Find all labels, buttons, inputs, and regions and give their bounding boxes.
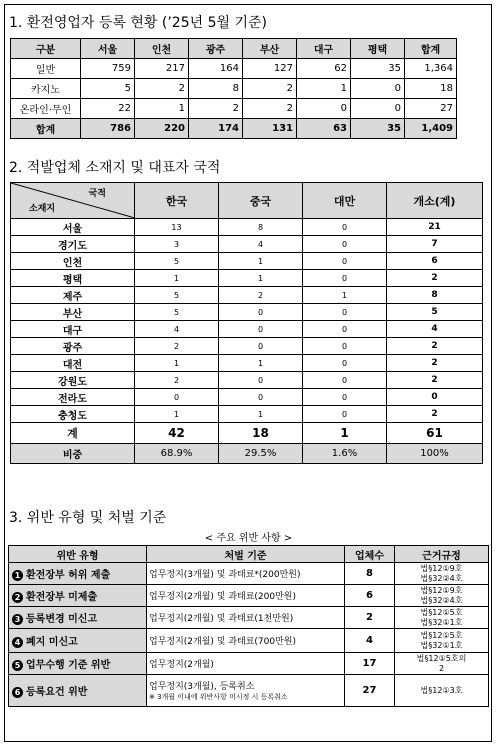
legal-basis-line: 법§12①5호 — [420, 630, 463, 640]
row-label: 카지노 — [11, 79, 81, 99]
penalty-cell — [147, 607, 345, 629]
header-cell: 광주 — [189, 39, 243, 59]
violator-location-table — [10, 182, 483, 464]
table-row — [9, 653, 489, 675]
legal-basis — [395, 563, 489, 585]
row-label: 비중 — [11, 444, 135, 464]
company-count: 4 — [345, 629, 395, 653]
header-cell: 개소(계) — [387, 183, 483, 219]
penalty-cell — [147, 653, 345, 675]
header-cell: 서울 — [81, 39, 135, 59]
table-cell: 5 — [81, 79, 135, 99]
legal-basis — [395, 675, 489, 707]
number-badge: 6 — [12, 687, 23, 698]
legal-basis-line: 법§32②4호 — [420, 595, 463, 605]
legal-basis-line: 법§12①5호의 — [416, 653, 467, 663]
table-cell: 0 — [303, 270, 387, 287]
company-count: 8 — [345, 563, 395, 585]
corner-header — [11, 183, 135, 219]
violation-type-label: 폐지 미신고 — [26, 637, 78, 648]
table-cell: 4 — [135, 321, 219, 338]
table-row — [11, 406, 483, 423]
legal-basis-line: 법§32②4호 — [420, 573, 463, 583]
table-cell: 2 — [135, 79, 189, 99]
company-count: 2 — [345, 607, 395, 629]
registration-table — [10, 38, 457, 139]
section1-title: 1. 환전영업자 등록 현황 (’25년 5월 기준) — [9, 15, 267, 31]
penalty-cell — [147, 563, 345, 585]
row-label: 서울 — [11, 219, 135, 236]
table-cell: 0 — [303, 236, 387, 253]
table-cell: 5 — [135, 253, 219, 270]
penalty-text: 업무정지(3개월) 및 과태료*(200만원) — [149, 570, 301, 580]
table-cell: 2 — [387, 355, 483, 372]
table-row — [9, 629, 489, 653]
violation-type — [9, 563, 147, 585]
violation-type-label: 등록요건 위반 — [26, 687, 88, 698]
table-row — [9, 585, 489, 607]
header-cell: 대구 — [297, 39, 351, 59]
table-cell: 0 — [351, 79, 405, 99]
header-cell: 평택 — [351, 39, 405, 59]
row-label: 대전 — [11, 355, 135, 372]
table-row — [11, 372, 483, 389]
table-cell: 2 — [387, 406, 483, 423]
table-cell: 1,409 — [405, 119, 457, 139]
table-cell: 6 — [387, 253, 483, 270]
table-cell: 0 — [303, 406, 387, 423]
table-cell: 0 — [303, 338, 387, 355]
violation-table — [8, 545, 489, 707]
table-cell: 0 — [303, 219, 387, 236]
total-row — [11, 119, 457, 139]
table-caption: < 주요 위반 사항 > — [204, 533, 293, 544]
table-cell: 2 — [387, 270, 483, 287]
table-cell: 1 — [135, 270, 219, 287]
table-header-row — [11, 183, 483, 219]
table-cell: 8 — [189, 79, 243, 99]
row-label: 합계 — [11, 119, 81, 139]
penalty-text: 업무정지(2개월) 및 과태료(200만원) — [149, 592, 296, 602]
table-row — [11, 236, 483, 253]
legal-basis-line: 2 — [438, 663, 445, 673]
row-label: 광주 — [11, 338, 135, 355]
legal-basis-line: 법§32①1호 — [420, 640, 463, 650]
row-label: 일반 — [11, 59, 81, 79]
table-cell: 0 — [219, 304, 303, 321]
table-row — [11, 355, 483, 372]
penalty-text: 업무정지(3개월), 등록취소 — [149, 682, 255, 692]
table-cell: 2 — [219, 287, 303, 304]
table-cell: 27 — [405, 99, 457, 119]
table-cell: 18 — [219, 423, 303, 444]
legal-basis-line: 법§12①3호 — [420, 685, 463, 695]
table-cell: 1 — [135, 406, 219, 423]
penalty-text: 업무정지(2개월) — [149, 660, 214, 670]
table-cell: 68.9% — [135, 444, 219, 464]
header-cell: 처벌 기준 — [147, 546, 345, 563]
table-cell: 786 — [81, 119, 135, 139]
header-cell: 중국 — [219, 183, 303, 219]
table-cell: 0 — [351, 99, 405, 119]
table-row — [11, 304, 483, 321]
header-cell: 대만 — [303, 183, 387, 219]
header-cell: 인천 — [135, 39, 189, 59]
table-cell: 1 — [303, 423, 387, 444]
row-label: 인천 — [11, 253, 135, 270]
table-header-row — [9, 546, 489, 563]
table-row — [11, 389, 483, 406]
table-cell: 759 — [81, 59, 135, 79]
violation-type — [9, 653, 147, 675]
company-count: 27 — [345, 675, 395, 707]
table-cell: 1.6% — [303, 444, 387, 464]
row-label: 전라도 — [11, 389, 135, 406]
table-cell: 2 — [243, 99, 297, 119]
table-cell: 4 — [387, 321, 483, 338]
header-cell: 한국 — [135, 183, 219, 219]
table-row — [11, 99, 457, 119]
table-cell: 1 — [135, 99, 189, 119]
number-badge: 5 — [12, 660, 23, 671]
table-cell: 62 — [297, 59, 351, 79]
table-cell: 0 — [219, 321, 303, 338]
table-cell: 2 — [189, 99, 243, 119]
header-cell: 근거규정 — [395, 546, 489, 563]
table-cell: 7 — [387, 236, 483, 253]
section3-title: 3. 위반 유형 및 처벌 기준 — [9, 510, 167, 526]
table-cell: 0 — [387, 389, 483, 406]
table-cell: 127 — [243, 59, 297, 79]
table-cell: 61 — [387, 423, 483, 444]
table-cell: 0 — [135, 389, 219, 406]
table-cell: 29.5% — [219, 444, 303, 464]
legal-basis — [395, 653, 489, 675]
header-cell: 합계 — [405, 39, 457, 59]
table-cell: 18 — [405, 79, 457, 99]
table-cell: 35 — [351, 119, 405, 139]
corner-bottom-label: 소재지 — [29, 204, 56, 214]
ratio-row — [11, 444, 483, 464]
table-cell: 0 — [303, 321, 387, 338]
table-row — [9, 675, 489, 707]
table-cell: 2 — [243, 79, 297, 99]
table-cell: 1 — [219, 253, 303, 270]
table-cell: 0 — [303, 304, 387, 321]
table-row — [11, 219, 483, 236]
table-row — [11, 253, 483, 270]
table-cell: 1 — [135, 355, 219, 372]
table-cell: 42 — [135, 423, 219, 444]
table-cell: 1,364 — [405, 59, 457, 79]
legal-basis — [395, 585, 489, 607]
table-row — [11, 59, 457, 79]
row-label: 경기도 — [11, 236, 135, 253]
violation-type-label: 업무수행 기준 위반 — [26, 660, 111, 671]
table-cell: 217 — [135, 59, 189, 79]
company-count: 17 — [345, 653, 395, 675]
table-cell: 174 — [189, 119, 243, 139]
row-label: 부산 — [11, 304, 135, 321]
number-badge: 1 — [12, 570, 23, 581]
legal-basis — [395, 607, 489, 629]
row-label: 온라인·무인 — [11, 99, 81, 119]
penalty-cell — [147, 675, 345, 707]
table-cell: 1 — [219, 406, 303, 423]
header-cell: 부산 — [243, 39, 297, 59]
table-cell: 1 — [303, 287, 387, 304]
table-cell: 100% — [387, 444, 483, 464]
violation-type — [9, 607, 147, 629]
violation-type — [9, 629, 147, 653]
row-label: 대구 — [11, 321, 135, 338]
table-row — [11, 321, 483, 338]
table-cell: 164 — [189, 59, 243, 79]
penalty-text: 업무정지(2개월) 및 과태료(1천만원) — [149, 614, 294, 624]
table-cell: 131 — [243, 119, 297, 139]
number-badge: 3 — [12, 614, 23, 625]
violation-type — [9, 675, 147, 707]
penalty-text: 업무정지(2개월) 및 과태료(700만원) — [149, 637, 296, 647]
header-cell: 업체수 — [345, 546, 395, 563]
table-cell: 63 — [297, 119, 351, 139]
row-label: 제주 — [11, 287, 135, 304]
table-cell: 0 — [219, 372, 303, 389]
table-cell: 0 — [219, 389, 303, 406]
row-label: 강원도 — [11, 372, 135, 389]
table-row — [9, 607, 489, 629]
table-cell: 220 — [135, 119, 189, 139]
table-cell: 2 — [135, 372, 219, 389]
table-cell: 35 — [351, 59, 405, 79]
legal-basis — [395, 629, 489, 653]
table-cell: 0 — [303, 355, 387, 372]
table-cell: 4 — [219, 236, 303, 253]
table-cell: 5 — [387, 304, 483, 321]
table-cell: 8 — [387, 287, 483, 304]
violation-type-label: 환전장부 미제출 — [26, 592, 98, 603]
row-label: 계 — [11, 423, 135, 444]
table-cell: 2 — [387, 372, 483, 389]
penalty-cell — [147, 629, 345, 653]
table-row — [11, 79, 457, 99]
table-row — [9, 563, 489, 585]
row-label: 충청도 — [11, 406, 135, 423]
violation-type — [9, 585, 147, 607]
violation-type-label: 환전장부 허위 제출 — [26, 570, 111, 581]
section2-title: 2. 적발업체 소재지 및 대표자 국적 — [9, 160, 221, 176]
table-cell: 3 — [135, 236, 219, 253]
table-cell: 5 — [135, 287, 219, 304]
sum-row — [11, 423, 483, 444]
number-badge: 4 — [12, 637, 23, 648]
table-cell: 13 — [135, 219, 219, 236]
penalty-cell — [147, 585, 345, 607]
table-cell: 8 — [219, 219, 303, 236]
table-row — [11, 287, 483, 304]
table-cell: 1 — [219, 270, 303, 287]
table-cell: 0 — [219, 338, 303, 355]
table-cell: 1 — [219, 355, 303, 372]
table-row — [11, 338, 483, 355]
company-count: 6 — [345, 585, 395, 607]
table-cell: 21 — [387, 219, 483, 236]
table-cell: 0 — [303, 372, 387, 389]
violation-type-label: 등록변경 미신고 — [26, 614, 98, 625]
table-header-row — [11, 39, 457, 59]
table-cell: 1 — [297, 79, 351, 99]
legal-basis-line: 법§12①5호 — [420, 607, 463, 617]
table-cell: 0 — [303, 389, 387, 406]
table-row — [11, 270, 483, 287]
table-cell: 0 — [303, 253, 387, 270]
table-cell: 22 — [81, 99, 135, 119]
header-cell: 위반 유형 — [9, 546, 147, 563]
table-cell: 2 — [387, 338, 483, 355]
table-cell: 2 — [135, 338, 219, 355]
corner-top-label: 국적 — [88, 189, 106, 199]
table-cell: 0 — [297, 99, 351, 119]
header-cell: 구분 — [11, 39, 81, 59]
legal-basis-line: 법§32①1호 — [420, 617, 463, 627]
legal-basis-line: 법§12①9호 — [420, 563, 463, 573]
table-cell: 5 — [135, 304, 219, 321]
row-label: 평택 — [11, 270, 135, 287]
number-badge: 2 — [12, 592, 23, 603]
legal-basis-line: 법§12①9호 — [420, 585, 463, 595]
penalty-note: ※ 3개월 이내에 위반사항 미시정 시 등록취소 — [149, 693, 288, 701]
